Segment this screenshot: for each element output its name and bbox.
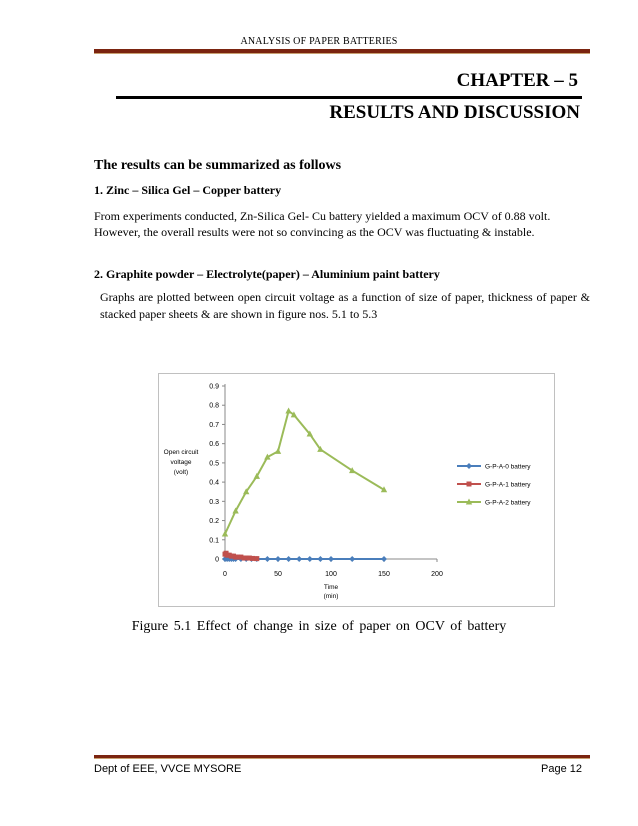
x-tick-label: 150 xyxy=(378,571,390,578)
legend-marker xyxy=(467,482,472,487)
x-axis-title: (min) xyxy=(323,593,339,600)
x-tick-label: 100 xyxy=(325,571,337,578)
data-point xyxy=(264,556,270,562)
series-line xyxy=(225,411,384,534)
ocv-line-chart xyxy=(159,374,554,606)
y-tick-label: 0 xyxy=(215,556,219,564)
y-tick-label: 0.7 xyxy=(209,421,219,429)
y-tick-label: 0.2 xyxy=(209,518,219,526)
y-axis-title: Open circuit xyxy=(163,449,199,456)
data-point xyxy=(349,556,355,562)
chapter-rule xyxy=(116,96,582,99)
chapter-number: CHAPTER – 5 xyxy=(456,70,578,91)
data-point xyxy=(275,448,281,454)
legend-label: G-P-A-0 battery xyxy=(485,463,531,471)
section1-heading: 1. Zinc – Silica Gel – Copper battery xyxy=(94,183,282,197)
data-point xyxy=(275,556,281,562)
figure-chart xyxy=(158,373,555,607)
section1-paragraph: From experiments conducted, Zn-Silica Gel- Cu battery yielded a maximum OCV of 0.88 volt. However, the overall results were not so convincing as the OCV was fluctuating & instable. xyxy=(94,209,551,239)
legend-marker xyxy=(466,463,472,469)
footer-rule xyxy=(94,755,590,759)
footer-department: Dept of EEE, VVCE MYSORE xyxy=(94,763,242,775)
y-axis-title: (volt) xyxy=(173,469,189,476)
data-point xyxy=(317,556,323,562)
x-axis-title: Time xyxy=(323,584,339,591)
section2-heading: 2. Graphite powder – Electrolyte(paper) – Aluminium paint battery xyxy=(94,267,440,281)
data-point xyxy=(285,407,291,413)
running-header: ANALYSIS OF PAPER BATTERIES xyxy=(240,36,398,47)
header-rule xyxy=(94,49,590,54)
section2-paragraph: Graphs are plotted between open circuit voltage as a function of size of paper, thickness of paper & stacked paper sheets & are shown in figure nos. 5.1 to 5.3 xyxy=(100,290,590,321)
y-tick-label: 0.1 xyxy=(209,537,219,545)
figure-caption: Figure 5.1 Effect of change in size of paper on OCV of battery xyxy=(131,619,507,634)
y-tick-label: 0.6 xyxy=(209,441,219,449)
data-point xyxy=(296,556,302,562)
x-tick-label: 0 xyxy=(223,571,227,578)
y-tick-label: 0.3 xyxy=(209,498,219,506)
y-tick-label: 0.5 xyxy=(209,460,219,468)
y-tick-label: 0.8 xyxy=(209,402,219,410)
data-point xyxy=(328,556,334,562)
footer-page-number: Page 12 xyxy=(541,763,582,775)
data-point xyxy=(254,556,259,561)
y-tick-label: 0.9 xyxy=(209,383,219,391)
data-point xyxy=(307,556,313,562)
y-tick-label: 0.4 xyxy=(209,479,219,487)
legend-label: G-P-A-1 battery xyxy=(485,481,531,489)
data-point xyxy=(286,556,292,562)
x-tick-label: 200 xyxy=(431,571,443,578)
summary-heading: The results can be summarized as follows xyxy=(94,158,342,173)
data-point xyxy=(381,556,387,562)
legend-label: G-P-A-2 battery xyxy=(485,499,531,507)
y-axis-title: voltage xyxy=(170,459,192,466)
x-tick-label: 50 xyxy=(274,571,282,578)
chapter-title: RESULTS AND DISCUSSION xyxy=(329,102,580,123)
